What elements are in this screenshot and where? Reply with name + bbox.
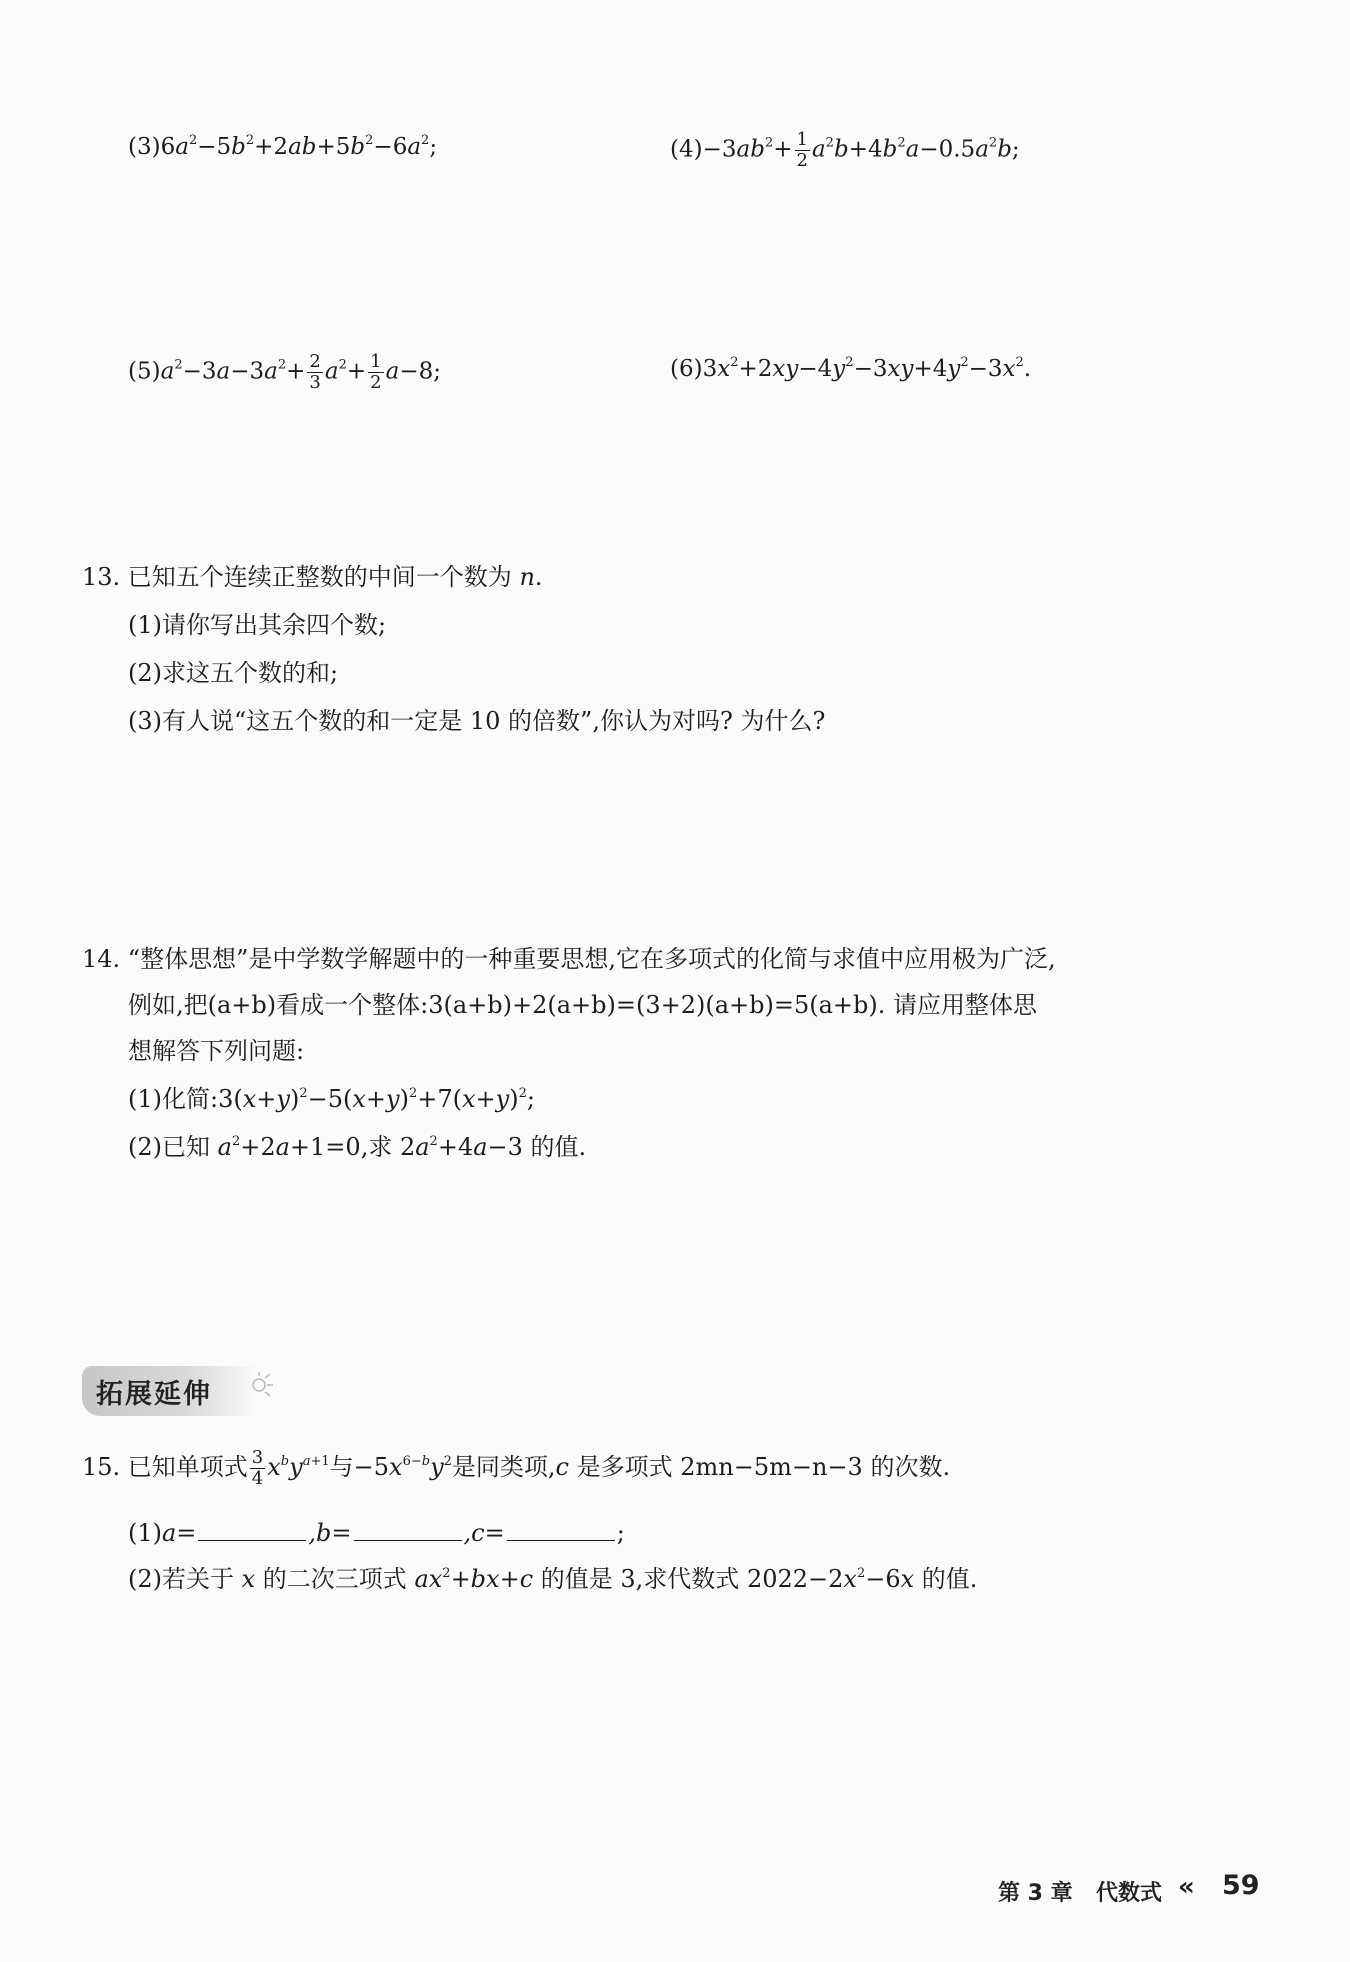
q15-var-x: x <box>241 1565 256 1593</box>
answer-blank-c[interactable] <box>507 1518 615 1541</box>
q14-line2: 例如,把(a+b)看成一个整体:3(a+b)+2(a+b)=(3+2)(a+b)=5(a+b). 请应用整体思 <box>128 991 1038 1019</box>
q15-stem-mid2: 是同类项, <box>451 1453 556 1481</box>
q15-stem-end: 是多项式 2mn−5m−n−3 的次数. <box>569 1453 951 1481</box>
q14-sub2-end: 的值. <box>522 1133 587 1161</box>
item-label: (5) <box>128 358 161 385</box>
q13-sub1: (1)请你写出其余四个数; <box>128 611 387 639</box>
q15-stem-start: 15. 已知单项式 <box>82 1453 248 1481</box>
footer-chapter: 第 3 章 <box>998 1881 1073 1906</box>
q13-sub2: (2)求这五个数的和; <box>128 659 339 687</box>
q14-sub2-label: (2)已知 <box>128 1133 218 1161</box>
lightbulb-icon <box>248 1372 274 1398</box>
fraction: $\frac{2}{3}$ <box>309 351 321 393</box>
q15-sub1-c-label: ,c= <box>463 1519 505 1547</box>
q14-line1: 14. “整体思想”是中学数学解题中的一种重要思想,它在多项式的化简与求值中应用极为广泛, <box>82 945 1056 973</box>
fraction: $\frac{1}{2}$ <box>370 351 382 393</box>
fraction: $\frac{1}{2}$ <box>796 129 808 171</box>
fraction: $\frac{3}{4}$ <box>251 1447 264 1489</box>
q15-sub1-a-label: a= <box>162 1519 197 1547</box>
q15-sub2-start: (2)若关于 <box>128 1565 242 1593</box>
q15-stem-mid: 与 <box>329 1453 354 1481</box>
item-label: (3) <box>128 134 161 160</box>
q13-var-n: n <box>519 563 535 591</box>
page-number: 59 <box>1222 1870 1260 1901</box>
q15-sub2-mid: 的二次三项式 <box>255 1565 415 1593</box>
q14-sub1: (1)化简$:3(x+y)^2-5(x+y)^2+7(x+y)^2$; <box>128 1085 535 1113</box>
q14-sub2: (2)已知 $a^2+2a+1=0$,求 $2a^2+4a-3$ 的值. <box>128 1133 587 1161</box>
q13-stem-text: 13. 已知五个连续正整数的中间一个数为 <box>82 563 520 591</box>
item-label: (6) <box>670 356 703 382</box>
exercise-item-3: $(3)6a^2-5b^2+2ab+5b^2-6a^2$; <box>128 133 438 160</box>
item-label: (4) <box>670 136 703 163</box>
q15-sub1-b-label: ,b= <box>308 1519 352 1547</box>
q14-sub1-label: (1)化简: <box>128 1085 219 1113</box>
q15-var-c: c <box>555 1453 569 1481</box>
footer-title: 代数式 <box>1096 1881 1163 1906</box>
q15-sub2-end: 的值. <box>914 1565 978 1593</box>
q14-sub2-mid: ,求 <box>360 1133 400 1161</box>
exercise-item-6: $(6)3x^2+2xy-4y^2-3xy+4y^2-3x^2$. <box>670 355 1032 382</box>
q15-sub2: (2)若关于 x 的二次三项式 $ax^2+bx+c$ 的值是 3,求代数式 $2022-2x^2-6x$ 的值. <box>128 1565 978 1593</box>
exercise-item-5: $(5)a^2-3a-3a^2+$ $\frac{2}{3}$ $a^2+$ $\frac{1}{2}$ a−8; <box>128 351 441 393</box>
double-chevron-left-icon: « <box>1178 1872 1195 1902</box>
q13-sub3: (3)有人说“这五个数的和一定是 10 的倍数”,你认为对吗? 为什么? <box>128 707 826 735</box>
answer-blank-a[interactable] <box>198 1518 306 1541</box>
q13-period: . <box>534 563 543 591</box>
answer-blank-b[interactable] <box>354 1518 462 1541</box>
exercise-item-4: $(4)-3ab^2+$ $\frac{1}{2}$ $a^2b+4b^2a-0.5a^2b$; <box>670 129 1020 171</box>
section-title: 拓展延伸 <box>96 1379 212 1410</box>
q14-line3: 想解答下列问题: <box>128 1037 305 1065</box>
q15-sub1 <box>128 1516 625 1550</box>
q15-sub1-end: ; <box>616 1519 625 1547</box>
q15-sub2-mid2: 的值是 3,求代数式 <box>533 1565 747 1593</box>
q15-sub1-label: (1) <box>128 1519 162 1547</box>
q15-stem: 15. 已知单项式 $\frac{3}{4}$ $x^by^{a+1}$与$-5x^{6-b}y^2$是同类项,c 是多项式 2mn−5m−n−3 的次数. <box>82 1447 951 1489</box>
section-banner <box>82 1366 258 1416</box>
q13-stem <box>82 560 543 594</box>
